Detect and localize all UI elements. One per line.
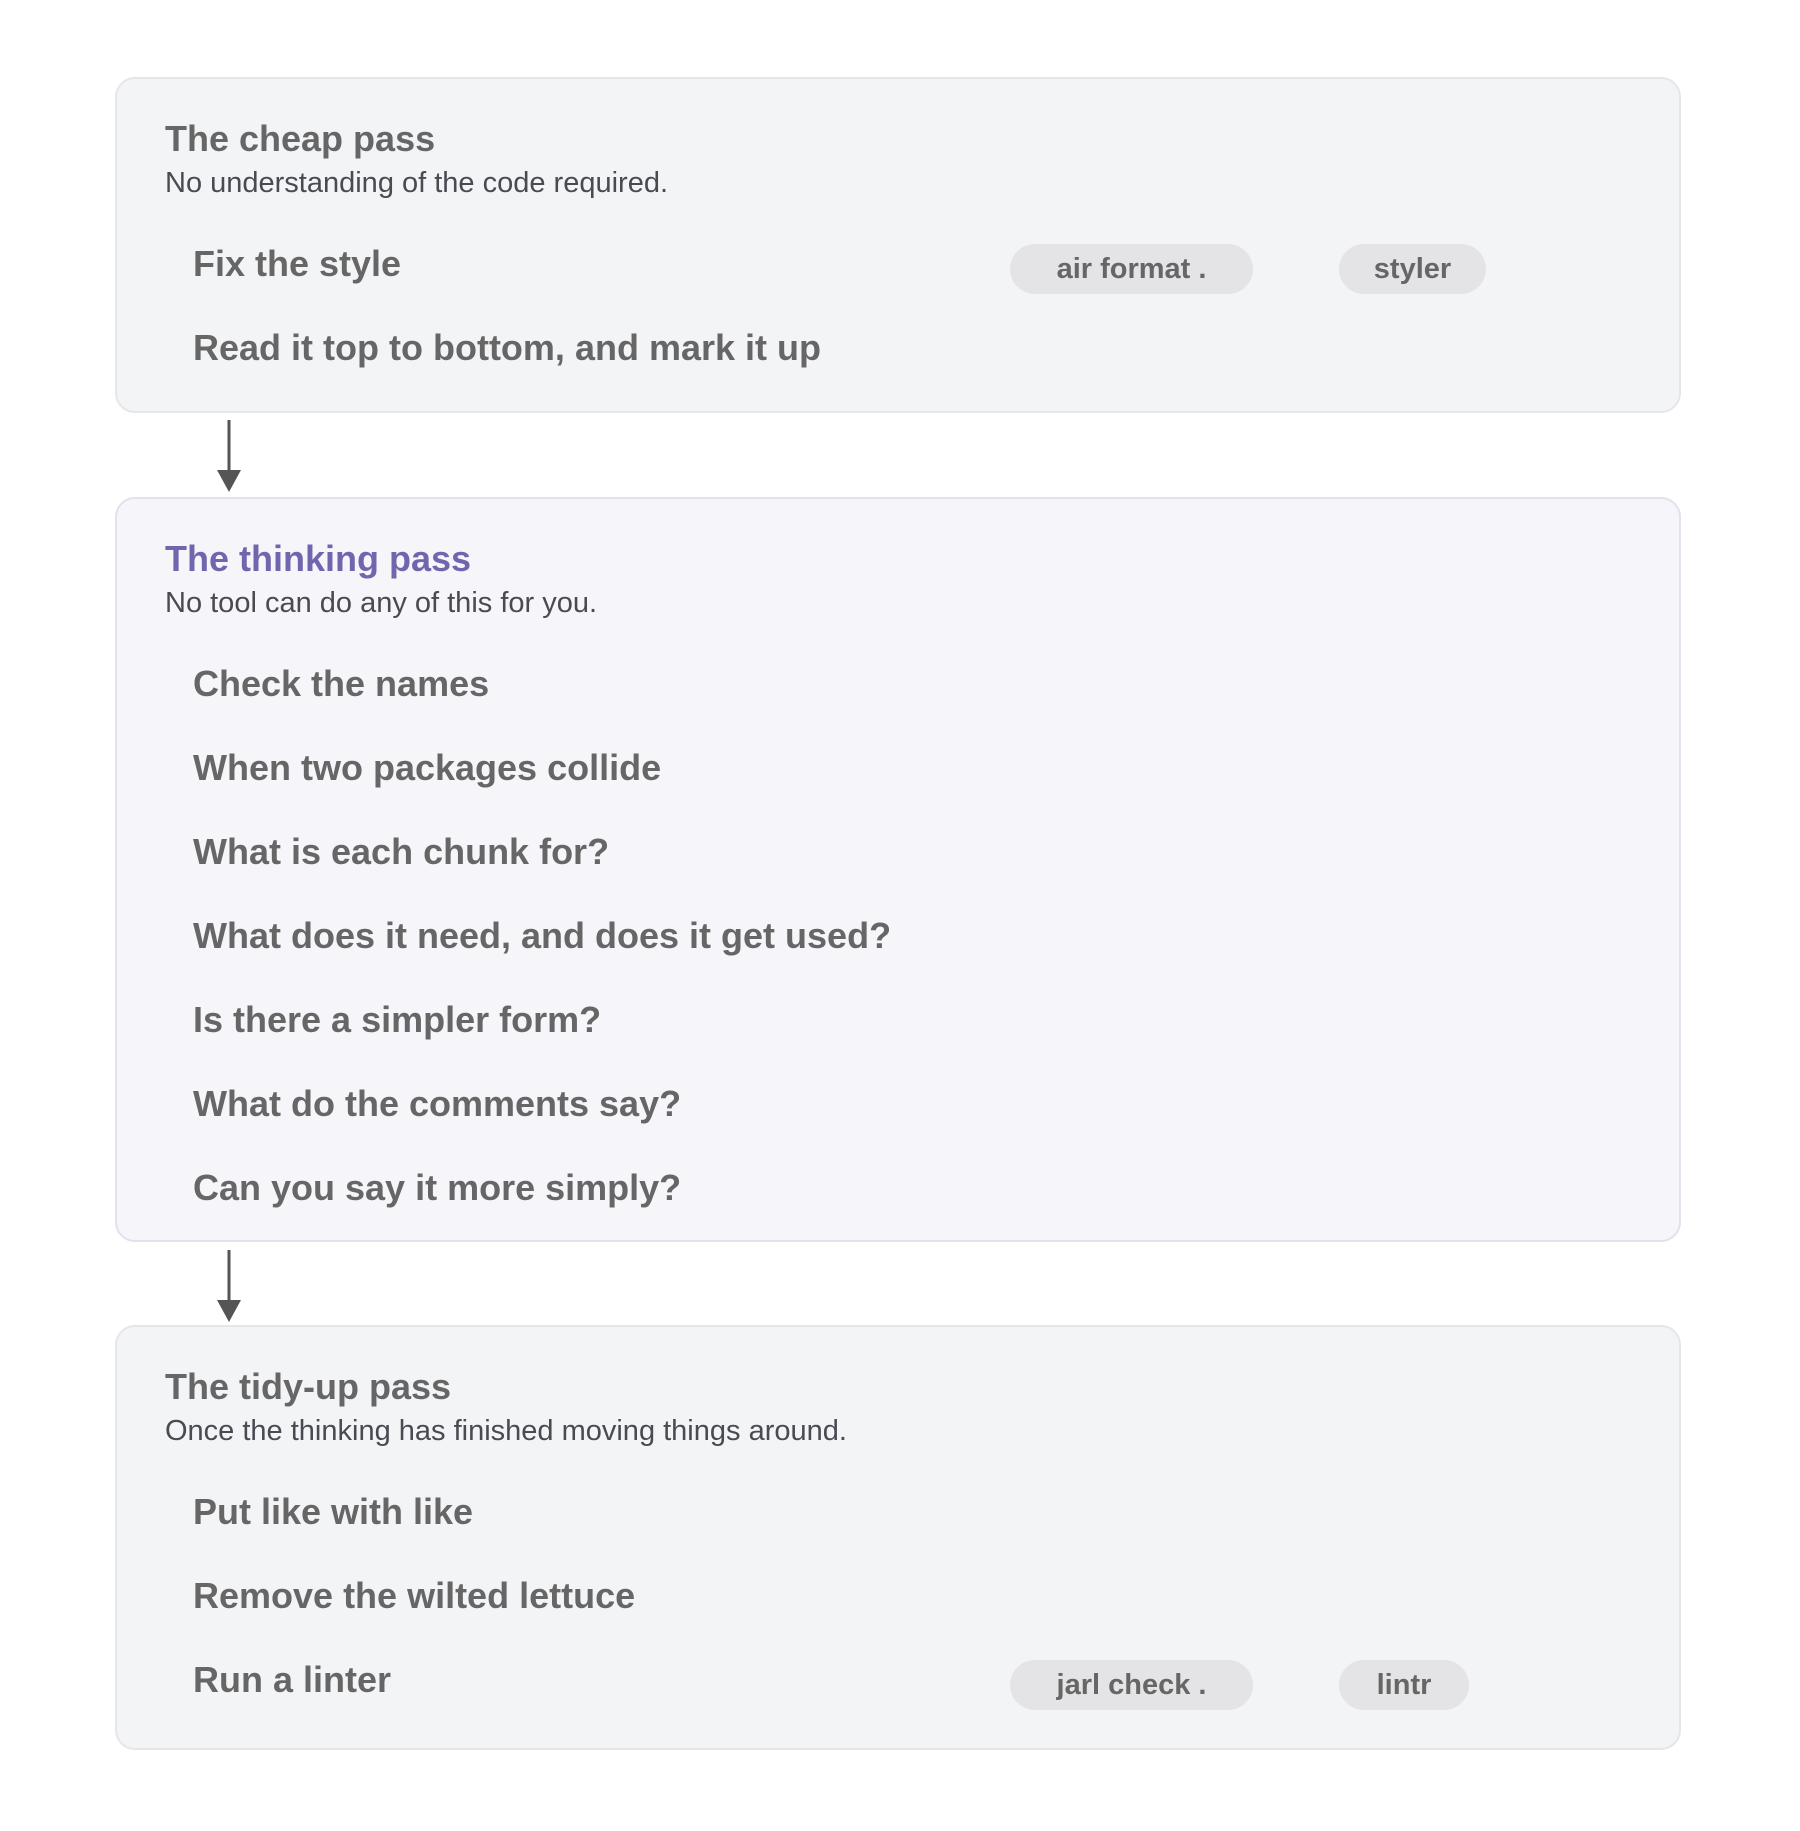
step-chunk-purpose: What is each chunk for? — [193, 831, 610, 872]
panel-title: The tidy-up pass — [165, 1366, 452, 1407]
step-fix-the-style: Fix the style — [193, 243, 402, 284]
tool-chip-jarl-check: jarl check . — [1010, 1660, 1253, 1710]
step-comments: What do the comments say? — [193, 1083, 682, 1124]
tool-chip-lintr: lintr — [1339, 1660, 1469, 1710]
step-needs-and-usage: What does it need, and does it get used? — [193, 915, 892, 956]
tool-chip-air-format: air format . — [1010, 244, 1253, 294]
tidy-up-pass-panel — [115, 1325, 1681, 1750]
panel-title: The thinking pass — [165, 538, 472, 579]
cheap-pass-panel — [115, 77, 1681, 413]
step-check-the-names: Check the names — [193, 663, 490, 704]
tool-chip-styler: styler — [1339, 244, 1486, 294]
step-remove-wilted-lettuce: Remove the wilted lettuce — [193, 1575, 636, 1616]
panel-title: The cheap pass — [165, 118, 436, 159]
step-say-it-simply: Can you say it more simply? — [193, 1167, 682, 1208]
thinking-pass-panel — [115, 497, 1681, 1242]
panel-subtitle: No understanding of the code required. — [165, 167, 669, 199]
step-run-a-linter: Run a linter — [193, 1659, 392, 1700]
down-arrow-icon — [213, 420, 245, 492]
panel-subtitle: No tool can do any of this for you. — [165, 587, 598, 619]
panel-subtitle: Once the thinking has finished moving things around. — [165, 1415, 847, 1447]
step-like-with-like: Put like with like — [193, 1491, 474, 1532]
down-arrow-icon — [213, 1250, 245, 1322]
step-simpler-form: Is there a simpler form? — [193, 999, 602, 1040]
step-packages-collide: When two packages collide — [193, 747, 662, 788]
step-read-top-to-bottom: Read it top to bottom, and mark it up — [193, 327, 821, 368]
